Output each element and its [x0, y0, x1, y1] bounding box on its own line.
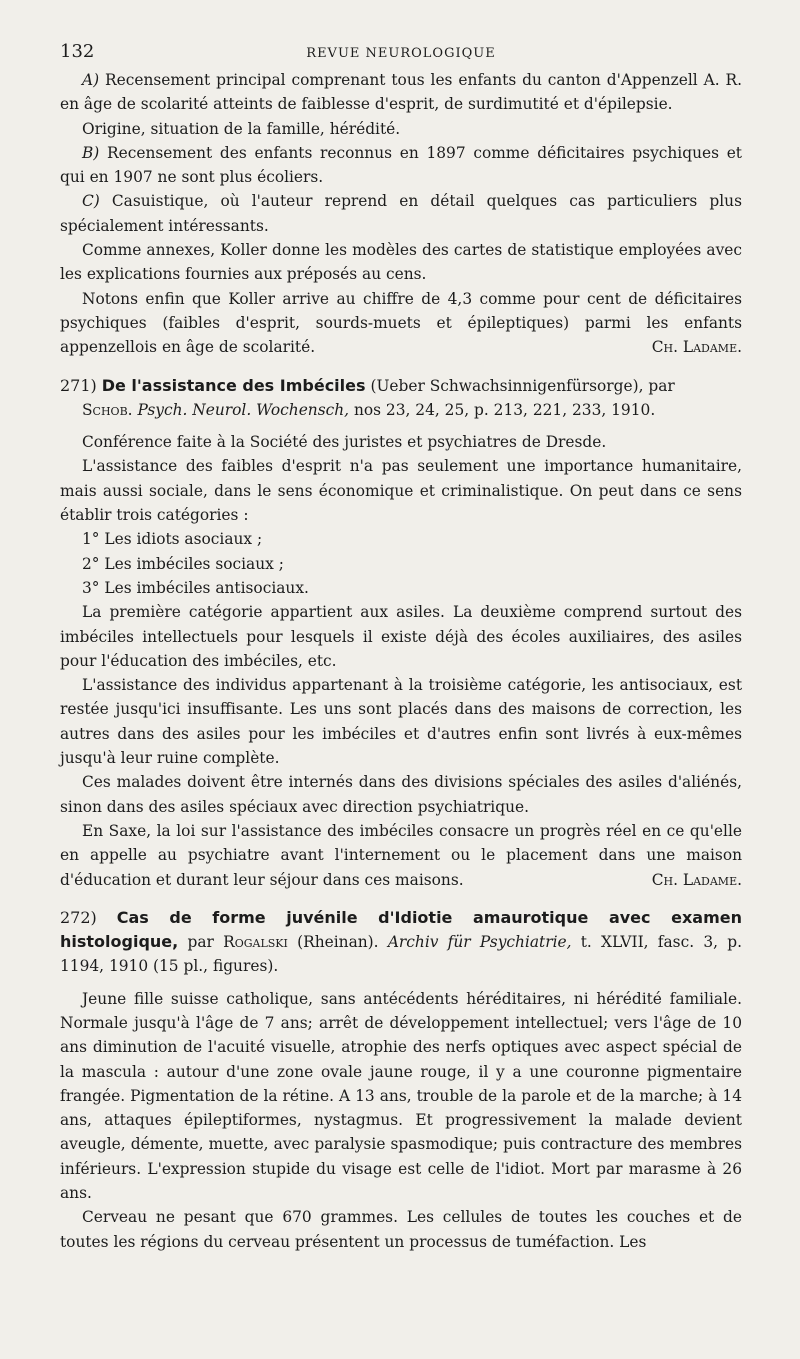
paragraph: Cerveau ne pesant que 670 grammes. Les cellules de toutes les couches et de toutes les régions du cerveau présentent un processus de tuméfaction. Les: [60, 1208, 742, 1251]
entry-272-title: Cas de forme juvénile d'Idiotie amaurotique avec examen histologique,: [60, 907, 742, 952]
journal-title: REVUE NEUROLOGIQUE: [306, 46, 496, 61]
paragraph: Jeune fille suisse catholique, sans antécédents héréditaires, ni hérédité familiale. Normale jusqu'à l'âge de 7 ans; arrêt de développement intellectuel; vers l'âge de 10 ans diminution de l'acuité visuelle, atrophie des nerfs optiques avec aspect spécial de la mascula : autour d'une zone ovale jaune rouge, il y a une couronne pigmentaire frangée. Pigmentation de la rétine. A 13 ans, trouble de la parole et de la marche; à 14 ans, attaques épileptiformes, nystagmus. Et progressivement la malade devient aveugle, démente, muette, avec paralysie spasmodique; puis contracture des membres inférieurs. L'expression stupide du visage est celle de l'idiot. Mort par marasme à 26 ans.: [60, 989, 742, 1203]
paragraph: L'assistance des faibles d'esprit n'a pas seulement une importance humanitaire, mais aussi sociale, dans le sens économique et criminalistique. On peut dans ce sens établir trois catégories :: [60, 457, 742, 525]
paragraph: L'assistance des individus appartenant à la troisième catégorie, les antisociaux, est restée jusqu'ici insuffisante. Les uns sont placés dans des maisons de correction, les autres dans des asiles pour les imbéciles et d'autres enfin sont livrés à eux-mêmes jusqu'à leur ruine complète.: [60, 676, 742, 768]
entry-271-heading: 271) De l'assistance des Imbéciles (Ueber Schwachsinnigenfürsorge), par: [60, 375, 675, 395]
document-page: [60, 36, 742, 1254]
paragraph: En Saxe, la loi sur l'assistance des imbéciles consacre un progrès réel en ce qu'elle en appelle au psychiatre avant l'internement ou le placement dans une maison d'éducation et durant leur séjour dans ces maisons. Ch. Ladame.: [60, 819, 742, 892]
paragraph-origine: Origine, situation de la famille, hérédité.: [82, 119, 401, 138]
entry-271-title: De l'assistance des Imbéciles: [101, 375, 366, 395]
running-header: [60, 36, 742, 68]
list-item: 3° Les imbéciles antisociaux.: [82, 578, 309, 597]
entry-272-heading: 272) Cas de forme juvénile d'Idiotie amaurotique avec examen histologique, par Rogalski (Rheinan). Archiv für Psychiatrie, t. XLVII, fasc. 3, p. 1194, 1910 (15 pl., figures).: [60, 907, 742, 976]
paragraph-c: C) Casuistique, où l'auteur reprend en détail quelques cas particuliers plus spécialement intéressants.: [60, 192, 742, 235]
page-number: 132: [60, 41, 95, 62]
entry-271-reference: Schob. Psych. Neurol. Wochensch, nos 23, 24, 25, p. 213, 221, 233, 1910.: [82, 400, 656, 419]
paragraph: La première catégorie appartient aux asiles. La deuxième comprend surtout des imbéciles intellectuels pour lesquels il existe déjà des écoles auxiliaires, des asiles pour l'éducation des imbéciles, etc.: [60, 603, 742, 670]
list-item: 1° Les idiots asociaux ;: [82, 530, 263, 549]
list-item: 2° Les imbéciles sociaux ;: [82, 554, 284, 573]
signature: Ch. Ladame.: [651, 338, 742, 357]
paragraph-b: B) Recensement des enfants reconnus en 1897 comme déficitaires psychiques et qui en 1907 ne sont plus écoliers.: [60, 143, 742, 187]
signature: Ch. Ladame.: [651, 870, 742, 889]
paragraph-annexes: Comme annexes, Koller donne les modèles des cartes de statistique employées avec les explications fournies aux préposés au cens.: [60, 241, 742, 284]
paragraph-a: A) Recensement principal comprenant tous les enfants du canton d'Appenzell A. R. en âge de scolarité atteints de faiblesse d'esprit, de surdimutité et d'épilepsie.: [60, 71, 742, 114]
paragraph-notons: Notons enfin que Koller arrive au chiffre de 4,3 comme pour cent de déficitaires psychiques (faibles d'esprit, sourds-muets et épileptiques) parmi les enfants appenzellois en âge de scolarité. Ch. Ladame.: [60, 287, 742, 360]
paragraph: Conférence faite à la Société des juristes et psychiatres de Dresde.: [82, 433, 607, 452]
entry-272: [60, 906, 742, 1254]
entry-271: [60, 374, 742, 892]
paragraph: Ces malades doivent être internés dans des divisions spéciales des asiles d'aliénés, sinon dans des asiles spéciaux avec direction psychiatrique.: [60, 773, 742, 816]
